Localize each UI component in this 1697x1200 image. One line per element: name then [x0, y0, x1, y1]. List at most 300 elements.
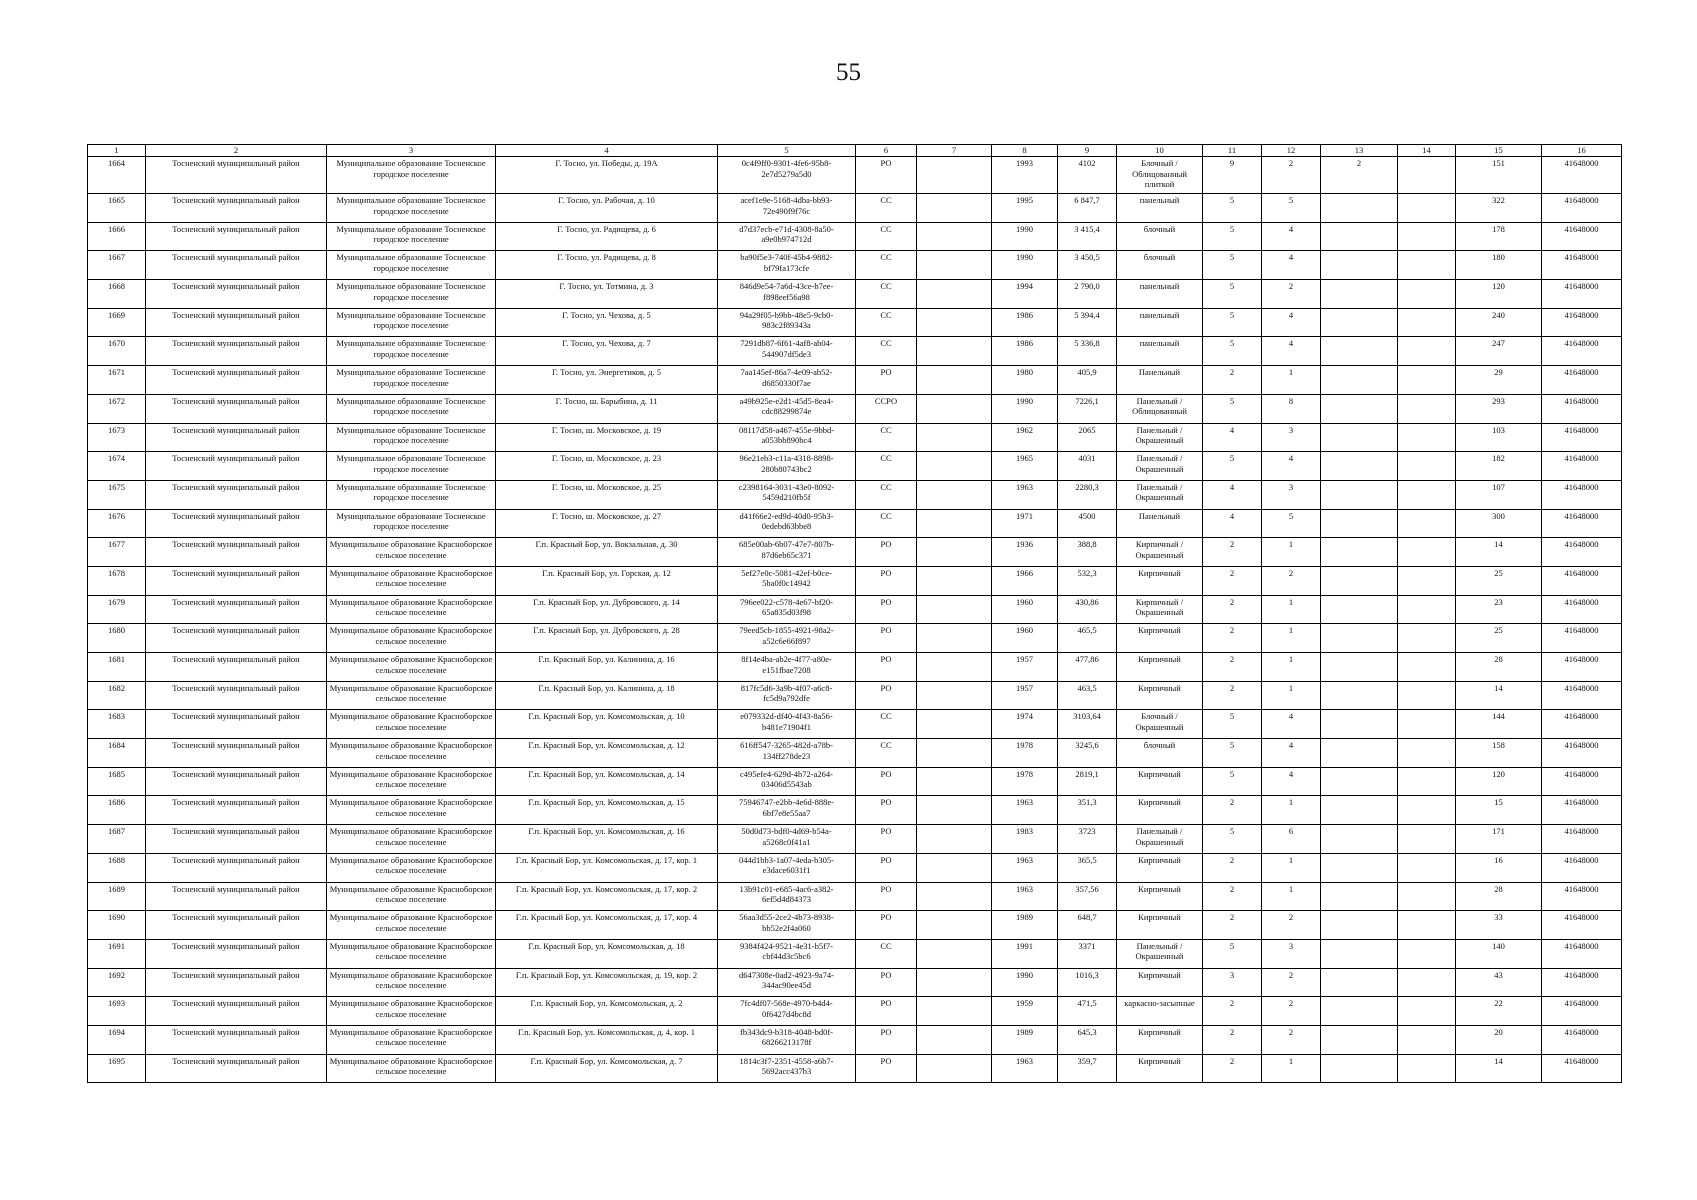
- cell-col-2: Тосненский муниципальный район: [146, 366, 327, 395]
- cell-col-8: 1971: [992, 509, 1058, 538]
- cell-col-13: [1321, 308, 1398, 337]
- cell-col-12: 1: [1262, 595, 1321, 624]
- cell-col-9: 3 415,4: [1058, 222, 1117, 251]
- cell-col-7: [917, 767, 992, 796]
- cell-col-10: блочный: [1117, 739, 1203, 768]
- cell-col-8: 1963: [992, 882, 1058, 911]
- cell-col-7: [917, 939, 992, 968]
- cell-col-11: 2: [1203, 366, 1262, 395]
- cell-col-2: Тосненский муниципальный район: [146, 394, 327, 423]
- cell-col-6: СС: [856, 452, 917, 481]
- cell-col-4: Г.п. Красный Бор, ул. Комсомольская, д. 17, кор. 4: [496, 911, 718, 940]
- cell-col-8: 1965: [992, 452, 1058, 481]
- cell-col-11: 5: [1203, 222, 1262, 251]
- cell-col-6: РО: [856, 1054, 917, 1083]
- table-row: [88, 825, 1622, 854]
- cell-col-2: Тосненский муниципальный район: [146, 624, 327, 653]
- cell-col-3: Муниципальное образование Красноборское сельское поселение: [327, 1025, 496, 1054]
- column-number-6: 6: [856, 145, 917, 157]
- cell-col-1: 1689: [88, 882, 146, 911]
- cell-col-10: Панельный / Окрашенный: [1117, 480, 1203, 509]
- cell-col-11: 2: [1203, 1054, 1262, 1083]
- cell-col-7: [917, 366, 992, 395]
- cell-col-4: Г. Тосно, ш. Московское, д. 23: [496, 452, 718, 481]
- cell-col-2: Тосненский муниципальный район: [146, 538, 327, 567]
- cell-col-8: 1978: [992, 767, 1058, 796]
- cell-col-12: 1: [1262, 624, 1321, 653]
- cell-col-8: 1991: [992, 939, 1058, 968]
- cell-col-9: 463,5: [1058, 681, 1117, 710]
- cell-col-15: 28: [1456, 882, 1542, 911]
- cell-col-14: [1398, 423, 1456, 452]
- cell-col-3: Муниципальное образование Тосненское городское поселение: [327, 394, 496, 423]
- cell-col-4: Г.п. Красный Бор, ул. Комсомольская, д. 17, кор. 2: [496, 882, 718, 911]
- cell-col-1: 1682: [88, 681, 146, 710]
- cell-col-16: 41648000: [1542, 853, 1622, 882]
- cell-col-2: Тосненский муниципальный район: [146, 911, 327, 940]
- cell-col-9: 359,7: [1058, 1054, 1117, 1083]
- cell-col-16: 41648000: [1542, 653, 1622, 682]
- cell-col-5: 79eed5cb-1855-4921-98a2-a52c6e66f897: [718, 624, 856, 653]
- cell-col-13: [1321, 222, 1398, 251]
- cell-col-4: Г. Тосно, ул. Радищева, д. 6: [496, 222, 718, 251]
- cell-col-13: [1321, 681, 1398, 710]
- cell-col-11: 2: [1203, 796, 1262, 825]
- cell-col-5: 685e00ab-6b07-47e7-807b-87d6eb65c371: [718, 538, 856, 567]
- cell-col-2: Тосненский муниципальный район: [146, 337, 327, 366]
- cell-col-13: [1321, 452, 1398, 481]
- cell-col-6: СС: [856, 308, 917, 337]
- cell-col-14: [1398, 280, 1456, 309]
- cell-col-4: Г.п. Красный Бор, ул. Комсомольская, д. 4, кор. 1: [496, 1025, 718, 1054]
- cell-col-14: [1398, 796, 1456, 825]
- cell-col-5: fb343dc9-b318-4048-bd0f-68266213178f: [718, 1025, 856, 1054]
- cell-col-1: 1683: [88, 710, 146, 739]
- cell-col-4: Г. Тосно, ул. Рабочая, д. 10: [496, 194, 718, 223]
- cell-col-11: 5: [1203, 251, 1262, 280]
- cell-col-2: Тосненский муниципальный район: [146, 939, 327, 968]
- cell-col-15: 20: [1456, 1025, 1542, 1054]
- cell-col-12: 4: [1262, 767, 1321, 796]
- cell-col-12: 2: [1262, 911, 1321, 940]
- cell-col-14: [1398, 1054, 1456, 1083]
- table-row: [88, 939, 1622, 968]
- table-body: [88, 157, 1622, 1083]
- cell-col-1: 1668: [88, 280, 146, 309]
- cell-col-10: Кирпичный: [1117, 566, 1203, 595]
- cell-col-1: 1670: [88, 337, 146, 366]
- cell-col-5: acef1e9e-5168-4dba-bb93-72e490f9f76c: [718, 194, 856, 223]
- cell-col-11: 4: [1203, 509, 1262, 538]
- cell-col-4: Г.п. Красный Бор, ул. Комсомольская, д. 16: [496, 825, 718, 854]
- cell-col-4: Г.п. Красный Бор, ул. Комсомольская, д. 18: [496, 939, 718, 968]
- cell-col-16: 41648000: [1542, 566, 1622, 595]
- cell-col-1: 1693: [88, 997, 146, 1026]
- cell-col-10: Кирпичный: [1117, 767, 1203, 796]
- cell-col-7: [917, 882, 992, 911]
- cell-col-11: 5: [1203, 767, 1262, 796]
- cell-col-3: Муниципальное образование Красноборское сельское поселение: [327, 853, 496, 882]
- cell-col-15: 293: [1456, 394, 1542, 423]
- cell-col-6: РО: [856, 566, 917, 595]
- cell-col-11: 4: [1203, 423, 1262, 452]
- cell-col-10: блочный: [1117, 222, 1203, 251]
- cell-col-3: Муниципальное образование Тосненское городское поселение: [327, 194, 496, 223]
- cell-col-3: Муниципальное образование Тосненское городское поселение: [327, 366, 496, 395]
- cell-col-7: [917, 968, 992, 997]
- cell-col-11: 2: [1203, 853, 1262, 882]
- cell-col-7: [917, 911, 992, 940]
- cell-col-15: 33: [1456, 911, 1542, 940]
- cell-col-3: Муниципальное образование Красноборское сельское поселение: [327, 968, 496, 997]
- cell-col-5: c495efe4-629d-4b72-a264-03406d5543ab: [718, 767, 856, 796]
- cell-col-6: СС: [856, 739, 917, 768]
- cell-col-15: 28: [1456, 653, 1542, 682]
- cell-col-3: Муниципальное образование Красноборское сельское поселение: [327, 710, 496, 739]
- cell-col-12: 2: [1262, 566, 1321, 595]
- cell-col-8: 1957: [992, 653, 1058, 682]
- cell-col-16: 41648000: [1542, 968, 1622, 997]
- page-number: 55: [836, 59, 861, 86]
- cell-col-1: 1669: [88, 308, 146, 337]
- cell-col-7: [917, 624, 992, 653]
- cell-col-6: СС: [856, 710, 917, 739]
- cell-col-9: 4500: [1058, 509, 1117, 538]
- cell-col-4: Г. Тосно, ул. Чехова, д. 5: [496, 308, 718, 337]
- cell-col-4: Г.п. Красный Бор, ул. Комсомольская, д. 7: [496, 1054, 718, 1083]
- cell-col-6: РО: [856, 882, 917, 911]
- cell-col-16: 41648000: [1542, 538, 1622, 567]
- cell-col-1: 1685: [88, 767, 146, 796]
- cell-col-13: [1321, 1054, 1398, 1083]
- cell-col-2: Тосненский муниципальный район: [146, 653, 327, 682]
- cell-col-7: [917, 394, 992, 423]
- cell-col-4: Г. Тосно, ш. Барыбина, д. 11: [496, 394, 718, 423]
- cell-col-6: СС: [856, 509, 917, 538]
- cell-col-13: [1321, 394, 1398, 423]
- cell-col-13: [1321, 796, 1398, 825]
- cell-col-11: 5: [1203, 394, 1262, 423]
- cell-col-9: 351,3: [1058, 796, 1117, 825]
- cell-col-15: 144: [1456, 710, 1542, 739]
- cell-col-9: 6 847,7: [1058, 194, 1117, 223]
- cell-col-10: панельный: [1117, 194, 1203, 223]
- cell-col-16: 41648000: [1542, 739, 1622, 768]
- cell-col-7: [917, 157, 992, 194]
- cell-col-5: 13b91c01-e685-4ac6-a382-6ef5d4d84373: [718, 882, 856, 911]
- cell-col-8: 1959: [992, 997, 1058, 1026]
- cell-col-1: 1673: [88, 423, 146, 452]
- cell-col-7: [917, 710, 992, 739]
- cell-col-9: 3371: [1058, 939, 1117, 968]
- cell-col-13: [1321, 882, 1398, 911]
- cell-col-2: Тосненский муниципальный район: [146, 308, 327, 337]
- cell-col-3: Муниципальное образование Красноборское сельское поселение: [327, 739, 496, 768]
- cell-col-8: 1963: [992, 796, 1058, 825]
- cell-col-3: Муниципальное образование Красноборское сельское поселение: [327, 997, 496, 1026]
- cell-col-1: 1664: [88, 157, 146, 194]
- cell-col-15: 300: [1456, 509, 1542, 538]
- cell-col-15: 15: [1456, 796, 1542, 825]
- cell-col-16: 41648000: [1542, 681, 1622, 710]
- column-number-16: 16: [1542, 145, 1622, 157]
- cell-col-10: Панельный / Окрашенный: [1117, 825, 1203, 854]
- cell-col-1: 1694: [88, 1025, 146, 1054]
- cell-col-9: 477,86: [1058, 653, 1117, 682]
- cell-col-10: Панельный: [1117, 509, 1203, 538]
- cell-col-1: 1695: [88, 1054, 146, 1083]
- cell-col-2: Тосненский муниципальный район: [146, 1054, 327, 1083]
- cell-col-3: Муниципальное образование Тосненское городское поселение: [327, 308, 496, 337]
- cell-col-2: Тосненский муниципальный район: [146, 882, 327, 911]
- cell-col-2: Тосненский муниципальный район: [146, 681, 327, 710]
- cell-col-7: [917, 337, 992, 366]
- cell-col-11: 5: [1203, 280, 1262, 309]
- cell-col-5: 5ef27e0c-5081-42ef-b0ce-5ba0f0c14942: [718, 566, 856, 595]
- cell-col-15: 103: [1456, 423, 1542, 452]
- cell-col-2: Тосненский муниципальный район: [146, 509, 327, 538]
- cell-col-10: Кирпичный / Окрашенный: [1117, 595, 1203, 624]
- cell-col-4: Г. Тосно, ул. Радищева, д. 8: [496, 251, 718, 280]
- cell-col-3: Муниципальное образование Тосненское городское поселение: [327, 423, 496, 452]
- cell-col-4: Г. Тосно, ш. Московское, д. 27: [496, 509, 718, 538]
- cell-col-1: 1677: [88, 538, 146, 567]
- cell-col-15: 23: [1456, 595, 1542, 624]
- cell-col-13: 2: [1321, 157, 1398, 194]
- cell-col-9: 365,5: [1058, 853, 1117, 882]
- cell-col-16: 41648000: [1542, 480, 1622, 509]
- cell-col-14: [1398, 337, 1456, 366]
- cell-col-11: 5: [1203, 452, 1262, 481]
- cell-col-1: 1691: [88, 939, 146, 968]
- cell-col-7: [917, 1025, 992, 1054]
- cell-col-14: [1398, 681, 1456, 710]
- cell-col-14: [1398, 308, 1456, 337]
- cell-col-13: [1321, 968, 1398, 997]
- cell-col-16: 41648000: [1542, 452, 1622, 481]
- cell-col-10: Панельный / Окрашенный: [1117, 423, 1203, 452]
- cell-col-10: Кирпичный: [1117, 653, 1203, 682]
- cell-col-4: Г.п. Красный Бор, ул. Комсомольская, д. 19, кор. 2: [496, 968, 718, 997]
- cell-col-12: 4: [1262, 710, 1321, 739]
- cell-col-16: 41648000: [1542, 997, 1622, 1026]
- cell-col-7: [917, 997, 992, 1026]
- cell-col-5: 0c4f9ff0-9301-4fe6-95b8-2e7d5279a5d0: [718, 157, 856, 194]
- cell-col-5: 044d1bb3-1a07-4eda-b305-e3dace6031f1: [718, 853, 856, 882]
- cell-col-8: 1989: [992, 911, 1058, 940]
- cell-col-9: 3 450,5: [1058, 251, 1117, 280]
- cell-col-15: 171: [1456, 825, 1542, 854]
- cell-col-10: Кирпичный: [1117, 911, 1203, 940]
- cell-col-13: [1321, 280, 1398, 309]
- cell-col-2: Тосненский муниципальный район: [146, 710, 327, 739]
- cell-col-8: 1978: [992, 739, 1058, 768]
- column-number-11: 11: [1203, 145, 1262, 157]
- cell-col-9: 1016,3: [1058, 968, 1117, 997]
- cell-col-8: 1936: [992, 538, 1058, 567]
- cell-col-2: Тосненский муниципальный район: [146, 825, 327, 854]
- cell-col-1: 1678: [88, 566, 146, 595]
- cell-col-10: Кирпичный: [1117, 968, 1203, 997]
- cell-col-8: 1974: [992, 710, 1058, 739]
- cell-col-12: 2: [1262, 1025, 1321, 1054]
- table-row: [88, 157, 1622, 194]
- cell-col-13: [1321, 653, 1398, 682]
- cell-col-11: 2: [1203, 566, 1262, 595]
- cell-col-7: [917, 681, 992, 710]
- cell-col-16: 41648000: [1542, 624, 1622, 653]
- column-number-12: 12: [1262, 145, 1321, 157]
- cell-col-15: 22: [1456, 997, 1542, 1026]
- cell-col-16: 41648000: [1542, 280, 1622, 309]
- table-row: [88, 308, 1622, 337]
- cell-col-10: панельный: [1117, 337, 1203, 366]
- cell-col-9: 2 790,0: [1058, 280, 1117, 309]
- cell-col-8: 1957: [992, 681, 1058, 710]
- cell-col-14: [1398, 538, 1456, 567]
- cell-col-13: [1321, 595, 1398, 624]
- cell-col-11: 2: [1203, 1025, 1262, 1054]
- cell-col-11: 5: [1203, 308, 1262, 337]
- cell-col-12: 1: [1262, 538, 1321, 567]
- cell-col-16: 41648000: [1542, 222, 1622, 251]
- cell-col-16: 41648000: [1542, 767, 1622, 796]
- cell-col-1: 1671: [88, 366, 146, 395]
- cell-col-10: Кирпичный / Окрашенный: [1117, 538, 1203, 567]
- cell-col-12: 6: [1262, 825, 1321, 854]
- cell-col-11: 2: [1203, 653, 1262, 682]
- column-number-2: 2: [146, 145, 327, 157]
- cell-col-11: 2: [1203, 538, 1262, 567]
- cell-col-3: Муниципальное образование Красноборское сельское поселение: [327, 538, 496, 567]
- cell-col-5: 7291db87-6f61-4af8-ab04-544907df5de3: [718, 337, 856, 366]
- cell-col-8: 1963: [992, 853, 1058, 882]
- cell-col-7: [917, 423, 992, 452]
- cell-col-5: 94a29f05-b9bb-48e5-9cb0-983c2f89343a: [718, 308, 856, 337]
- column-number-7: 7: [917, 145, 992, 157]
- cell-col-12: 4: [1262, 452, 1321, 481]
- cell-col-7: [917, 222, 992, 251]
- cell-col-15: 120: [1456, 767, 1542, 796]
- cell-col-5: 8f14e4ba-ab2e-4f77-a80e-e151fbae7208: [718, 653, 856, 682]
- cell-col-9: 430,86: [1058, 595, 1117, 624]
- cell-col-1: 1688: [88, 853, 146, 882]
- cell-col-15: 322: [1456, 194, 1542, 223]
- cell-col-2: Тосненский муниципальный район: [146, 739, 327, 768]
- cell-col-9: 5 394,4: [1058, 308, 1117, 337]
- cell-col-1: 1675: [88, 480, 146, 509]
- cell-col-6: РО: [856, 681, 917, 710]
- cell-col-14: [1398, 452, 1456, 481]
- cell-col-13: [1321, 337, 1398, 366]
- cell-col-6: РО: [856, 767, 917, 796]
- cell-col-15: 182: [1456, 452, 1542, 481]
- cell-col-11: 2: [1203, 681, 1262, 710]
- cell-col-12: 2: [1262, 968, 1321, 997]
- cell-col-10: Кирпичный: [1117, 882, 1203, 911]
- cell-col-4: Г.п. Красный Бор, ул. Вокзальная, д. 30: [496, 538, 718, 567]
- cell-col-3: Муниципальное образование Тосненское городское поселение: [327, 480, 496, 509]
- table-row: [88, 653, 1622, 682]
- cell-col-16: 41648000: [1542, 1025, 1622, 1054]
- cell-col-4: Г.п. Красный Бор, ул. Комсомольская, д. 17, кор. 1: [496, 853, 718, 882]
- cell-col-7: [917, 595, 992, 624]
- cell-col-12: 2: [1262, 997, 1321, 1026]
- cell-col-7: [917, 825, 992, 854]
- cell-col-9: 388,8: [1058, 538, 1117, 567]
- table-row: [88, 882, 1622, 911]
- cell-col-16: 41648000: [1542, 423, 1622, 452]
- cell-col-3: Муниципальное образование Красноборское сельское поселение: [327, 653, 496, 682]
- cell-col-14: [1398, 251, 1456, 280]
- cell-col-7: [917, 1054, 992, 1083]
- cell-col-10: Панельный / Облицованный: [1117, 394, 1203, 423]
- cell-col-6: СС: [856, 222, 917, 251]
- cell-col-6: РО: [856, 796, 917, 825]
- cell-col-9: 532,3: [1058, 566, 1117, 595]
- cell-col-5: ba90f5e3-740f-45b4-9882-bf79fa173cfe: [718, 251, 856, 280]
- column-number-13: 13: [1321, 145, 1398, 157]
- cell-col-6: СС: [856, 337, 917, 366]
- cell-col-11: 5: [1203, 739, 1262, 768]
- cell-col-16: 41648000: [1542, 194, 1622, 223]
- cell-col-16: 41648000: [1542, 939, 1622, 968]
- cell-col-5: 9384f424-9521-4e31-b5f7-cbf44d3c5bc6: [718, 939, 856, 968]
- table-row: [88, 366, 1622, 395]
- cell-col-8: 1960: [992, 595, 1058, 624]
- cell-col-9: 4102: [1058, 157, 1117, 194]
- cell-col-1: 1672: [88, 394, 146, 423]
- cell-col-5: 846d9e54-7a6d-43ce-b7ee-f898eef56a98: [718, 280, 856, 309]
- cell-col-14: [1398, 739, 1456, 768]
- cell-col-13: [1321, 423, 1398, 452]
- cell-col-4: Г.п. Красный Бор, ул. Дубровского, д. 14: [496, 595, 718, 624]
- cell-col-7: [917, 653, 992, 682]
- cell-col-11: 5: [1203, 194, 1262, 223]
- cell-col-12: 1: [1262, 1054, 1321, 1083]
- cell-col-2: Тосненский муниципальный район: [146, 1025, 327, 1054]
- cell-col-15: 180: [1456, 251, 1542, 280]
- cell-col-14: [1398, 939, 1456, 968]
- cell-col-8: 1995: [992, 194, 1058, 223]
- cell-col-12: 1: [1262, 681, 1321, 710]
- cell-col-8: 1994: [992, 280, 1058, 309]
- cell-col-15: 151: [1456, 157, 1542, 194]
- cell-col-6: РО: [856, 825, 917, 854]
- cell-col-13: [1321, 767, 1398, 796]
- cell-col-15: 16: [1456, 853, 1542, 882]
- cell-col-3: Муниципальное образование Красноборское сельское поселение: [327, 1054, 496, 1083]
- cell-col-3: Муниципальное образование Красноборское сельское поселение: [327, 624, 496, 653]
- cell-col-13: [1321, 509, 1398, 538]
- table-row: [88, 394, 1622, 423]
- cell-col-2: Тосненский муниципальный район: [146, 595, 327, 624]
- cell-col-5: 56aa3d55-2ce2-4b73-8938-bb52e2f4a060: [718, 911, 856, 940]
- cell-col-10: Кирпичный: [1117, 1025, 1203, 1054]
- cell-col-14: [1398, 222, 1456, 251]
- cell-col-15: 25: [1456, 624, 1542, 653]
- cell-col-9: 3723: [1058, 825, 1117, 854]
- cell-col-9: 5 336,8: [1058, 337, 1117, 366]
- cell-col-3: Муниципальное образование Тосненское городское поселение: [327, 222, 496, 251]
- cell-col-8: 1983: [992, 825, 1058, 854]
- cell-col-12: 3: [1262, 939, 1321, 968]
- cell-col-1: 1686: [88, 796, 146, 825]
- table-row: [88, 624, 1622, 653]
- cell-col-12: 1: [1262, 796, 1321, 825]
- cell-col-5: 1814c3f7-2351-4558-a6b7-5692acc437b3: [718, 1054, 856, 1083]
- cell-col-13: [1321, 997, 1398, 1026]
